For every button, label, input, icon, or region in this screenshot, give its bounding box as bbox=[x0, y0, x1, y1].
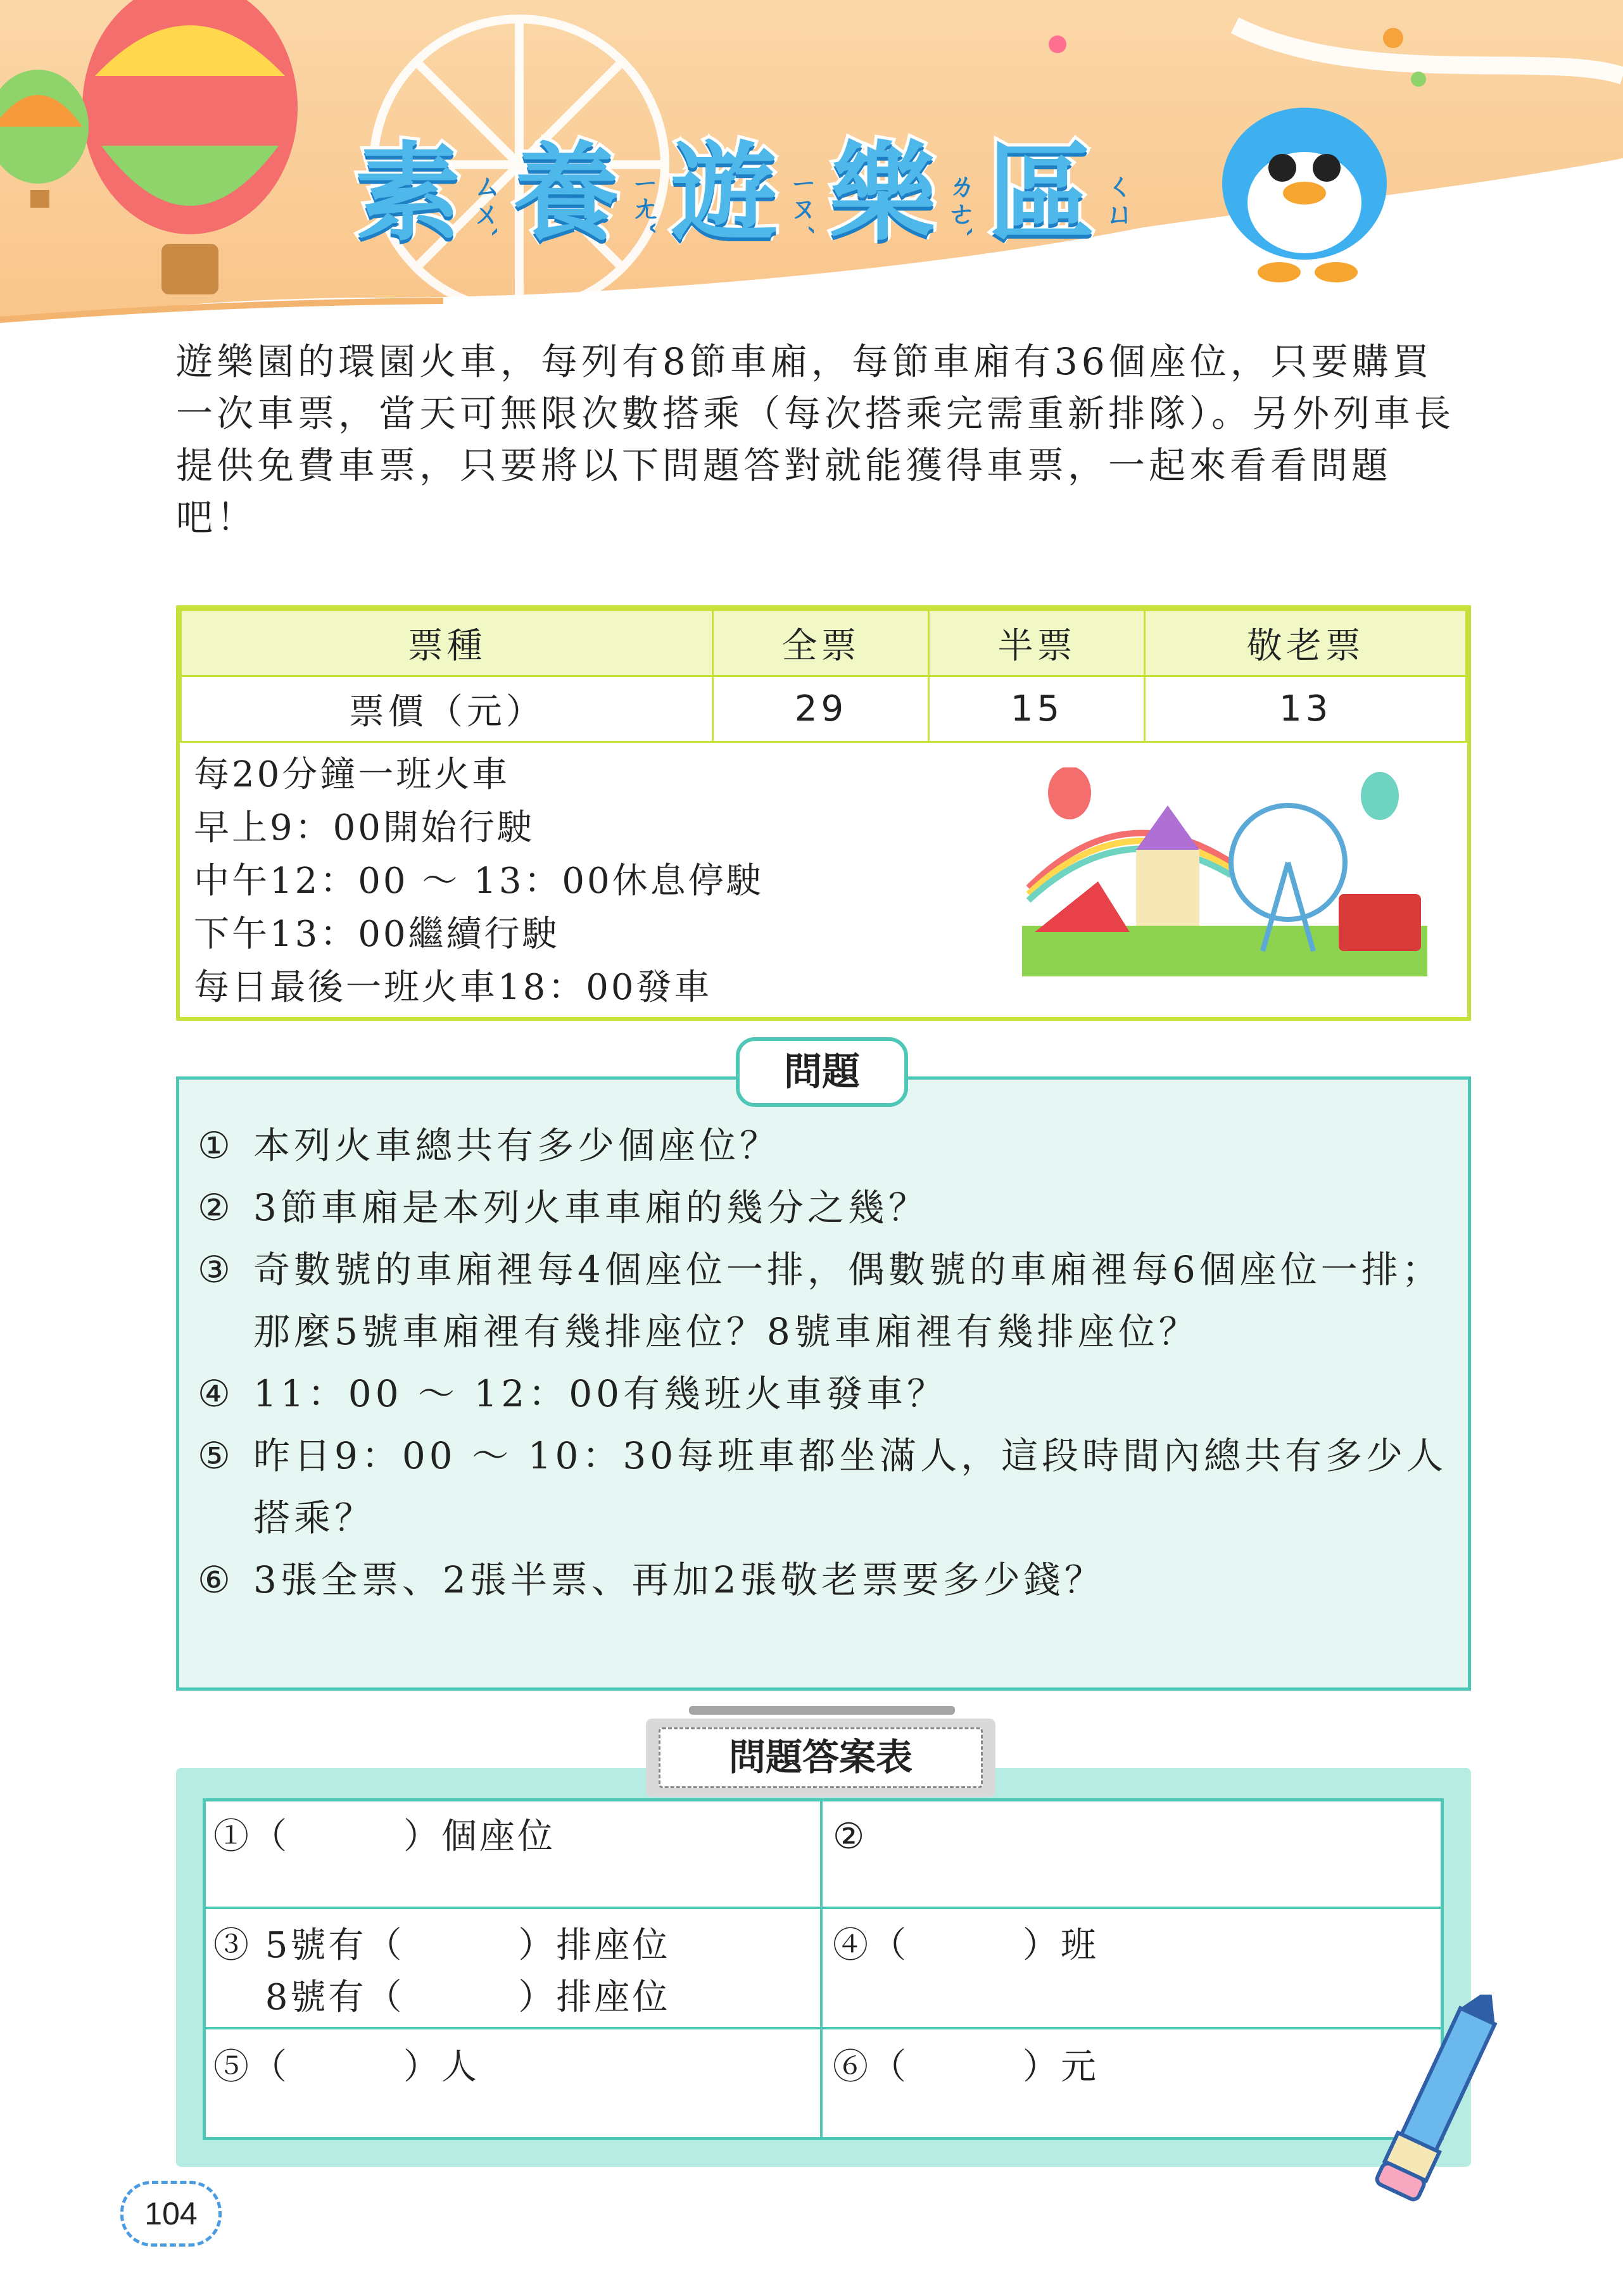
questions-list bbox=[198, 1114, 1458, 1611]
question-number: ⑤ bbox=[198, 1434, 234, 1477]
title-char: 樂 bbox=[830, 131, 936, 255]
answer-grid bbox=[203, 1798, 1444, 2140]
question-item bbox=[198, 1363, 1458, 1425]
answer-field-1[interactable]: ①（ ）個座位 bbox=[213, 1816, 555, 1857]
title-char: 區 bbox=[988, 131, 1094, 255]
question-text: 奇數號的車廂裡每4個座位一排，偶數號的車廂裡每6個座位一排；那麼5號車廂裡有幾排座位？8號車廂裡有幾排座位？ bbox=[253, 1248, 1443, 1353]
title-bopomofo: ㄙㄨˋ bbox=[468, 171, 500, 241]
page-title bbox=[355, 133, 1203, 260]
title-bopomofo: ㄑㄩ bbox=[1101, 171, 1134, 227]
header-half-ticket: 半票 bbox=[929, 610, 1145, 676]
question-item bbox=[198, 1176, 1458, 1239]
question-number: ② bbox=[198, 1186, 234, 1229]
title-bopomofo: ㄧㄤˇ bbox=[626, 171, 659, 236]
amusement-park-illustration bbox=[1022, 767, 1427, 976]
price-half: 15 bbox=[929, 676, 1145, 742]
schedule-line: 中午12：00 ～ 13：00休息停駛 bbox=[194, 861, 764, 902]
price-full: 29 bbox=[713, 676, 929, 742]
answer-field-3b[interactable]: 8號有（ ）排座位 bbox=[213, 1977, 671, 2018]
ticket-info-box bbox=[176, 605, 1471, 1021]
schedule-line: 早上9：00開始行駛 bbox=[194, 807, 535, 848]
table-header-row bbox=[181, 610, 1467, 676]
question-text: 11：00 ～ 12：00有幾班火車發車？ bbox=[253, 1372, 948, 1415]
answer-field-5[interactable]: ⑤（ ）人 bbox=[213, 2047, 479, 2088]
answer-field-6[interactable]: ⑥（ ）元 bbox=[833, 2047, 1099, 2088]
penguin-mascot-icon bbox=[1222, 108, 1387, 282]
grid-divider bbox=[206, 2027, 1441, 2029]
questions-heading: 問題 bbox=[736, 1037, 908, 1107]
question-number: ③ bbox=[198, 1248, 234, 1291]
title-char: 遊 bbox=[671, 131, 778, 255]
question-item bbox=[198, 1239, 1458, 1363]
question-number: ⑥ bbox=[198, 1558, 234, 1601]
question-text: 3張全票、2張半票、再加2張敬老票要多少錢？ bbox=[253, 1558, 1105, 1601]
answer-field-2[interactable]: ② bbox=[833, 1816, 868, 1857]
title-char: 養 bbox=[513, 131, 619, 255]
page-number: 104 bbox=[120, 2181, 222, 2247]
row-label-price: 票價（元） bbox=[181, 676, 713, 742]
page-header bbox=[0, 0, 1623, 342]
header-full-ticket: 全票 bbox=[713, 610, 929, 676]
table-row bbox=[181, 676, 1467, 742]
ticket-price-table bbox=[180, 609, 1467, 743]
schedule-line: 下午13：00繼續行駛 bbox=[194, 914, 560, 955]
question-text: 3節車廂是本列火車車廂的幾分之幾？ bbox=[253, 1186, 929, 1229]
question-item bbox=[198, 1114, 1458, 1176]
header-ticket-type: 票種 bbox=[181, 610, 713, 676]
train-schedule bbox=[194, 748, 764, 1014]
question-item bbox=[198, 1425, 1458, 1549]
title-char: 素 bbox=[355, 131, 461, 255]
answer-sheet-heading: 問題答案表 bbox=[659, 1727, 983, 1788]
question-item bbox=[198, 1549, 1458, 1611]
title-bopomofo: ㄧㄡˊ bbox=[785, 171, 817, 236]
schedule-line: 每日最後一班火車18：00發車 bbox=[194, 967, 712, 1008]
title-bopomofo: ㄌㄜˋ bbox=[943, 171, 975, 241]
question-text: 昨日9：00 ～ 10：30每班車都坐滿人，這段時間內總共有多少人搭乘？ bbox=[253, 1434, 1448, 1539]
question-number: ④ bbox=[198, 1372, 234, 1415]
pencil-icon bbox=[1374, 1995, 1501, 2210]
grid-divider bbox=[206, 1907, 1441, 1909]
grid-divider bbox=[820, 1801, 823, 2137]
answer-tab-bar bbox=[689, 1706, 955, 1715]
answer-field-4[interactable]: ④（ ）班 bbox=[833, 1925, 1099, 1966]
question-text: 本列火車總共有多少個座位？ bbox=[253, 1124, 781, 1167]
answer-field-3a[interactable]: ③ 5號有（ ）排座位 bbox=[213, 1925, 671, 1966]
header-senior-ticket: 敬老票 bbox=[1145, 610, 1467, 676]
question-number: ① bbox=[198, 1124, 234, 1167]
schedule-line: 每20分鐘一班火車 bbox=[194, 754, 510, 795]
price-senior: 13 bbox=[1145, 676, 1467, 742]
intro-paragraph: 遊樂園的環園火車，每列有8節車廂，每節車廂有36個座位，只要購買一次車票，當天可無限次數搭乘（每次搭乘完需重新排隊）。另外列車長提供免費車票，只要將以下問題答對就能獲得車票，一起來看看問題吧！ bbox=[176, 340, 1455, 539]
